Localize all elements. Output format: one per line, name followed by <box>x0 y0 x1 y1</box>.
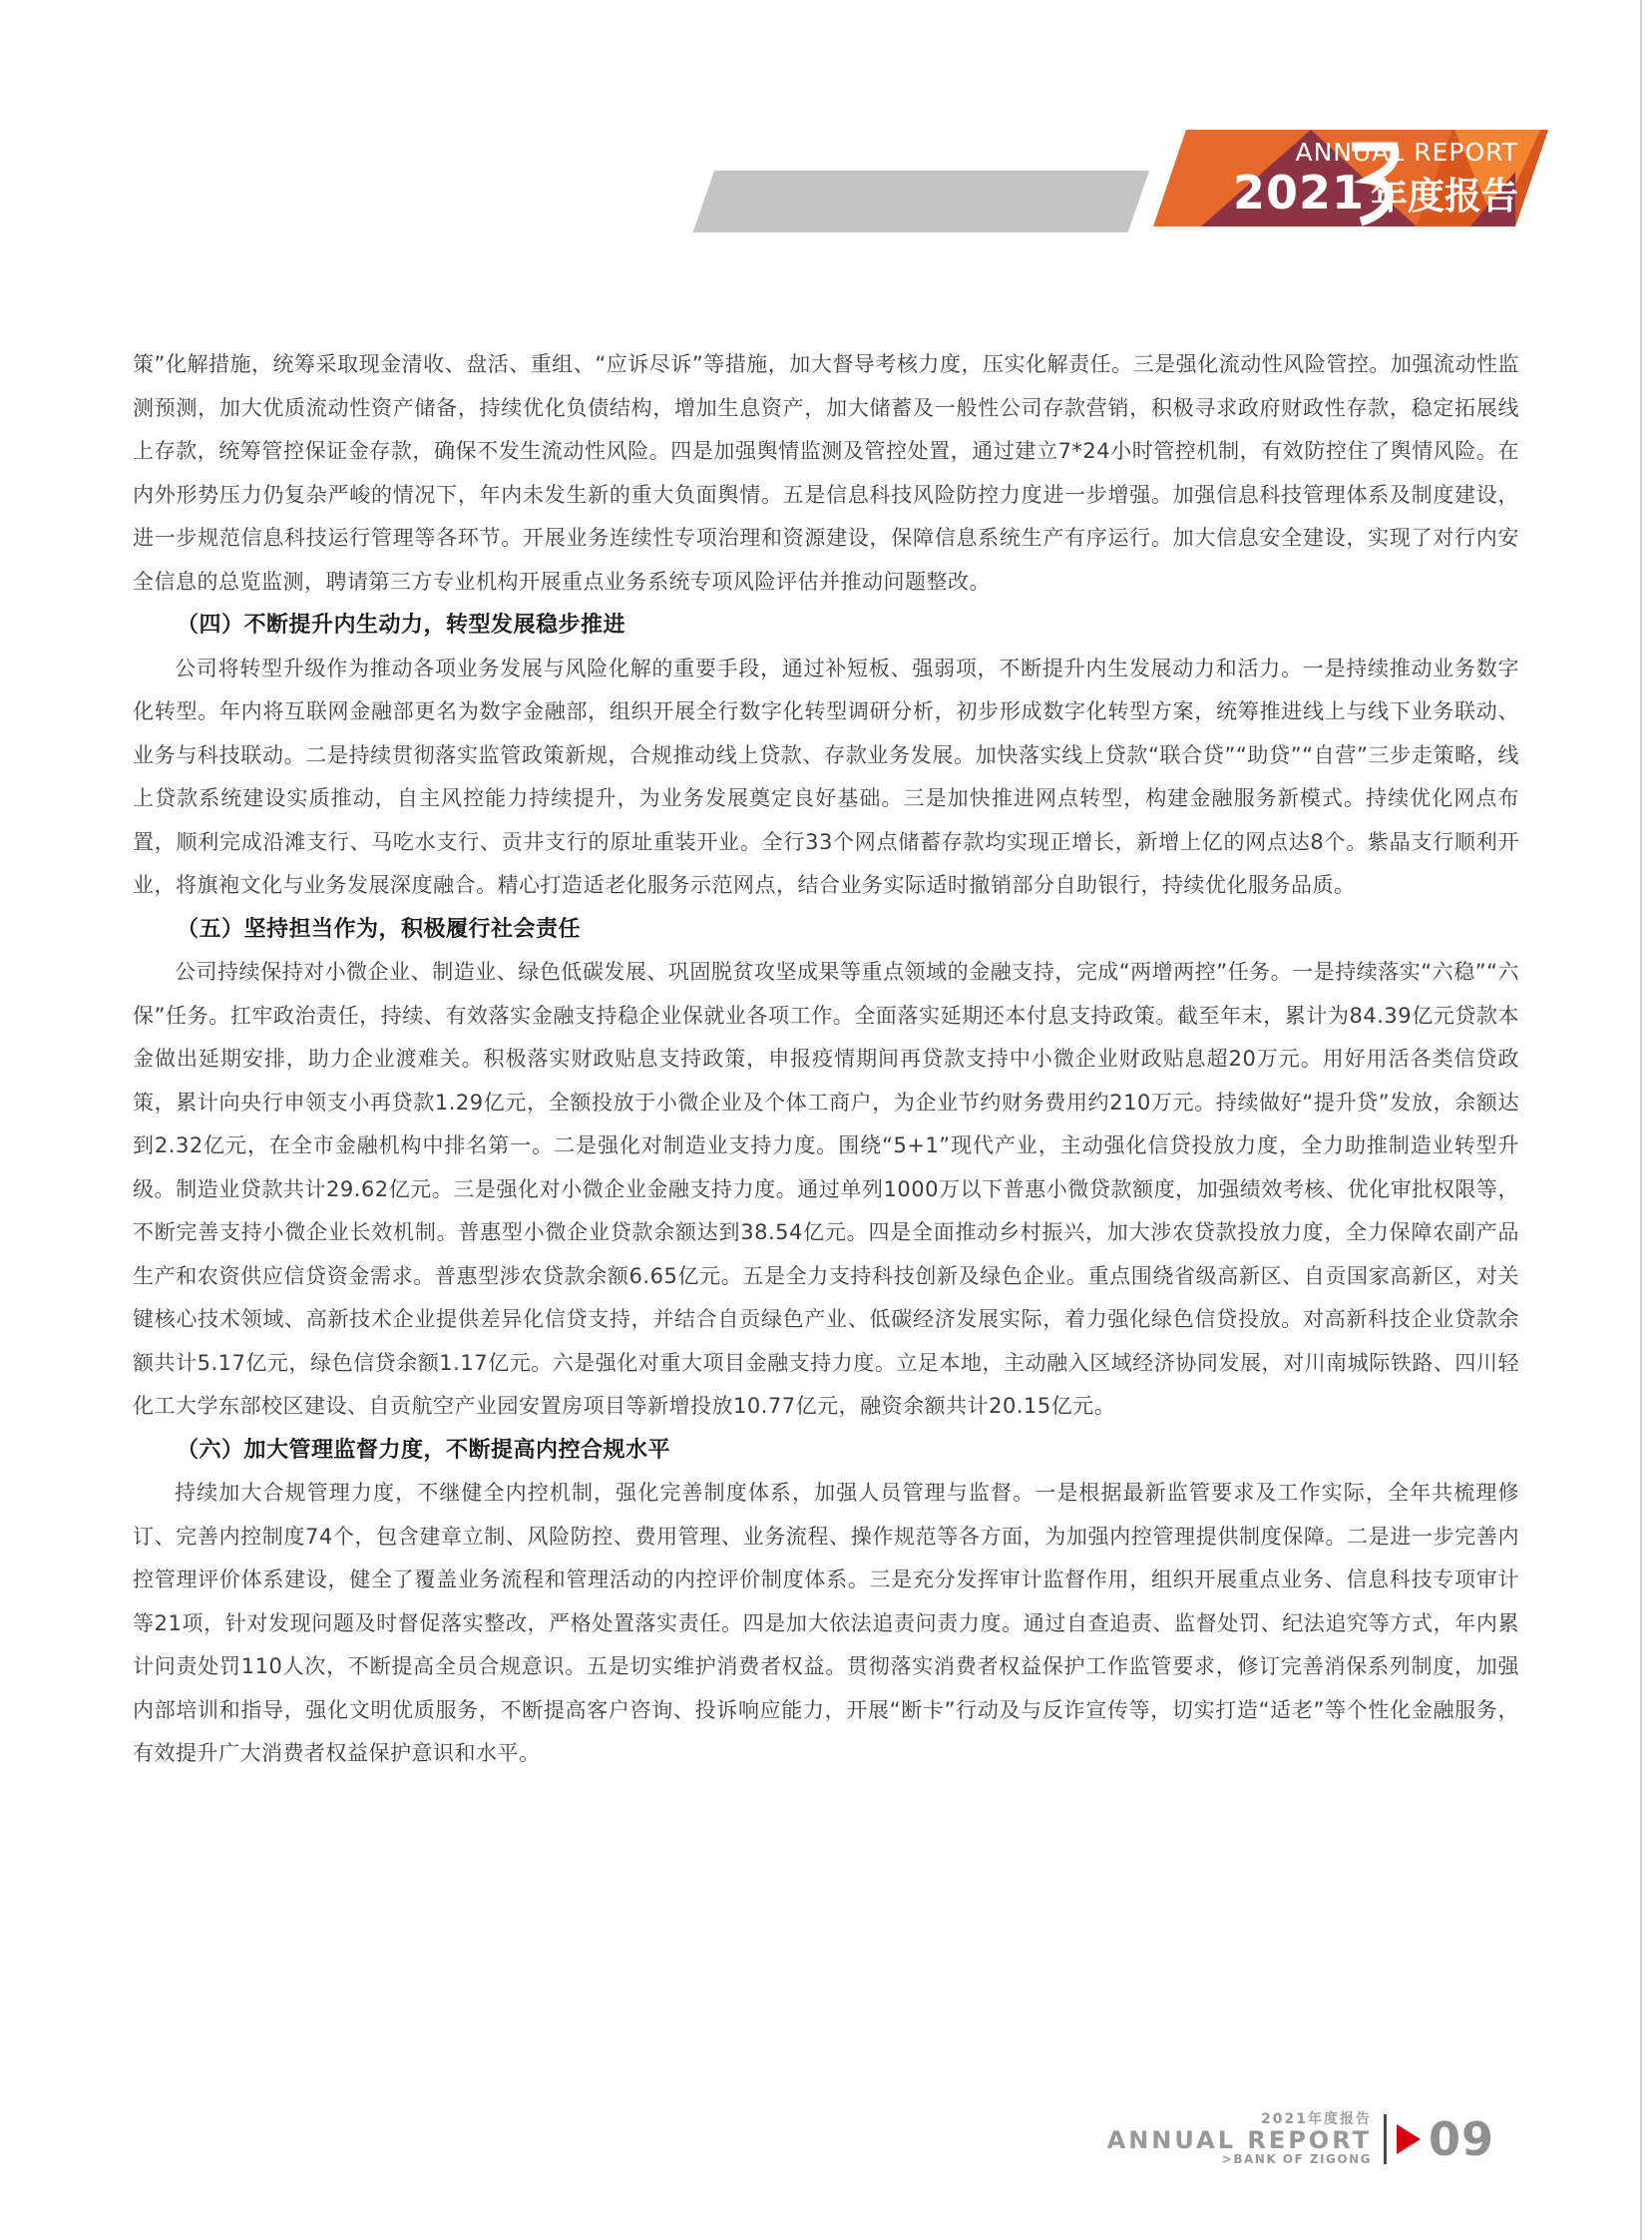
banner-title-zh: 年度报告 <box>1371 175 1518 218</box>
section4-heading: （四）不断提升内生动力，转型发展稳步推进 <box>177 613 626 638</box>
section4-paragraph: 公司将转型升级作为推动各项业务发展与风险化解的重要手段，通过补短板、强弱项，不断提升内生发展动力和活力。一是持续推动业务数字化转型。年内将互联网金融部更名为数字金融部，组织开展全行数字化转型调研分析，初步形成数字化转型方案，统筹推进线上与线下业务联动、业务与科技联动。二是持续贯彻落实监管政策新规，合规推动线上贷款、存款业务发展。加快落实线上贷款“联合贷”“助贷”“自营”三步走策略，线上贷款系统建设实质推动，自主风控能力持续提升，为业务发展奠定良好基础。三是加快推进网点转型，构建金融服务新模式。持续优化网点布置，顺利完成沿滩支行、马吃水支行、贡井支行的原址重装开业。全行33个网点储蓄存款均实现正增长，新增上亿的网点达8个。紫晶支行顺利开业，将旗袍文化与业务发展深度融合。精心打造适老化服务示范网点，结合业务实际适时撤销部分自助银行，持续优化服务品质。 <box>133 656 1519 897</box>
footer-report-title-en: ANNUAL REPORT <box>1106 2126 1372 2154</box>
footer-divider <box>1384 2114 1387 2164</box>
footer-report-title-zh: 2021年度报告 <box>1261 2111 1372 2127</box>
red-arrow-icon <box>1397 2124 1421 2154</box>
footer-bank-name: >BANK OF ZIGONG <box>1221 2152 1372 2166</box>
section5-paragraph: 公司持续保持对小微企业、制造业、绿色低碳发展、巩固脱贫攻坚成果等重点领域的金融支持，完成“两增两控”任务。一是持续落实“六稳”“六保”任务。扛牢政治责任，持续、有效落实金融支持稳企业保就业各项工作。全面落实延期还本付息支持政策。截至年末，累计为84.39亿元贷款本金做出延期安排，助力企业渡难关。积极落实财政贴息支持政策，申报疫情期间再贷款支持中小微企业财政贴息超20万元。用好用活各类信贷政策，累计向央行申领支小再贷款1.29亿元，全额投放于小微企业及个体工商户，为企业节约财务费用约210万元。持续做好“提升贷”发放，余额达到2.32亿元，在全市金融机构中排名第一。二是强化对制造业支持力度。围绕“5+1”现代产业，主动强化信贷投放力度，全力助推制造业转型升级。制造业贷款共计29.62亿元。三是强化对小微企业金融支持力度。通过单列1000万以下普惠小微贷款额度，加强绩效考核、优化审批权限等，不断完善支持小微企业长效机制。普惠型小微企业贷款余额达到38.54亿元。四是全面推动乡村振兴，加大涉农贷款投放力度，全力保障农副产品生产和农资供应信贷资金需求。普惠型涉农贷款余额6.65亿元。五是全力支持科技创新及绿色企业。重点围绕省级高新区、自贡国家高新区，对关键核心技术领域、高新技术企业提供差异化信贷支持，并结合自贡绿色产业、低碳经济发展实际，着力强化绿色信贷投放。对高新科技企业贷款余额共计5.17亿元，绿色信贷余额1.17亿元。六是强化对重大项目金融支持力度。立足本地，主动融入区域经济协同发展，对川南城际铁路、四川轻化工大学东部校区建设、自贡航空产业园安置房项目等新增投放10.77亿元，融资余额共计20.15亿元。 <box>133 960 1519 1418</box>
header-gray-band <box>693 171 1149 232</box>
scan-edge-line <box>1640 0 1642 2240</box>
document-body <box>133 343 1519 1776</box>
banner-year: 2021 <box>1232 166 1365 220</box>
section6-heading: （六）加大管理监督力度，不断提高内控合规水平 <box>177 1437 671 1463</box>
annual-report-banner <box>1153 130 1548 226</box>
section6-paragraph: 持续加大合规管理力度，不继健全内控机制，强化完善制度体系，加强人员管理与监督。一是根据最新监管要求及工作实际，全年共梳理修订、完善内控制度74个，包含建章立制、风险防控、费用管理、业务流程、操作规范等各方面，为加强内控管理提供制度保障。二是进一步完善内控管理评价体系建设，健全了覆盖业务流程和管理活动的内控评价制度体系。三是充分发挥审计监督作用，组织开展重点业务、信息科技专项审计等21项，针对发现问题及时督促落实整改，严格处置落实责任。四是加大依法追责问责力度。通过自查追责、监督处罚、纪法追究等方式，年内累计问责处罚110人次，不断提高全员合规意识。五是切实维护消费者权益。贯彻落实消费者权益保护工作监管要求，修订完善消保系列制度，加强内部培训和指导，强化文明优质服务，不断提高客户咨询、投诉响应能力，开展“断卡”行动及与反诈宣传等，切实打造“适老”等个性化金融服务，有效提升广大消费者权益保护意识和水平。 <box>133 1481 1519 1765</box>
section5-heading: （五）坚持担当作为，积极履行社会责任 <box>177 916 582 942</box>
footer-text-block <box>1107 2111 1372 2166</box>
banner-annual-report-label <box>1233 138 1518 168</box>
brand-stroke-icon <box>1233 138 1518 227</box>
banner-annual-report-text: ANNUAL REPORT <box>1295 138 1518 167</box>
paragraph-continuation: 策”化解措施，统筹采取现金清收、盘活、重组、“应诉尽诉”等措施，加大督导考核力度，压实化解责任。三是强化流动性风险管控。加强流动性监测预测，加大优质流动性资产储备，持续优化负债结构，增加生息资产，加大储蓄及一般性公司存款营销，积极寻求政府财政性存款，稳定拓展线上存款，统筹管控保证金存款，确保不发生流动性风险。四是加强舆情监测及管控处置，通过建立7*24小时管控机制，有效防控住了舆情风险。在内外形势压力仍复杂严峻的情况下，年内未发生新的重大负面舆情。五是信息科技风险防控力度进一步增强。加强信息科技管理体系及制度建设，进一步规范信息科技运行管理等各环节。开展业务连续性专项治理和资源建设，保障信息系统生产有序运行。加大信息安全建设，实现了对行内安全信息的总览监测，聘请第三方专业机构开展重点业务系统专项风险评估并推动问题整改。 <box>133 352 1519 594</box>
banner-text <box>1233 138 1518 227</box>
page-footer <box>1107 2111 1494 2166</box>
page-number: 09 <box>1428 2111 1494 2166</box>
